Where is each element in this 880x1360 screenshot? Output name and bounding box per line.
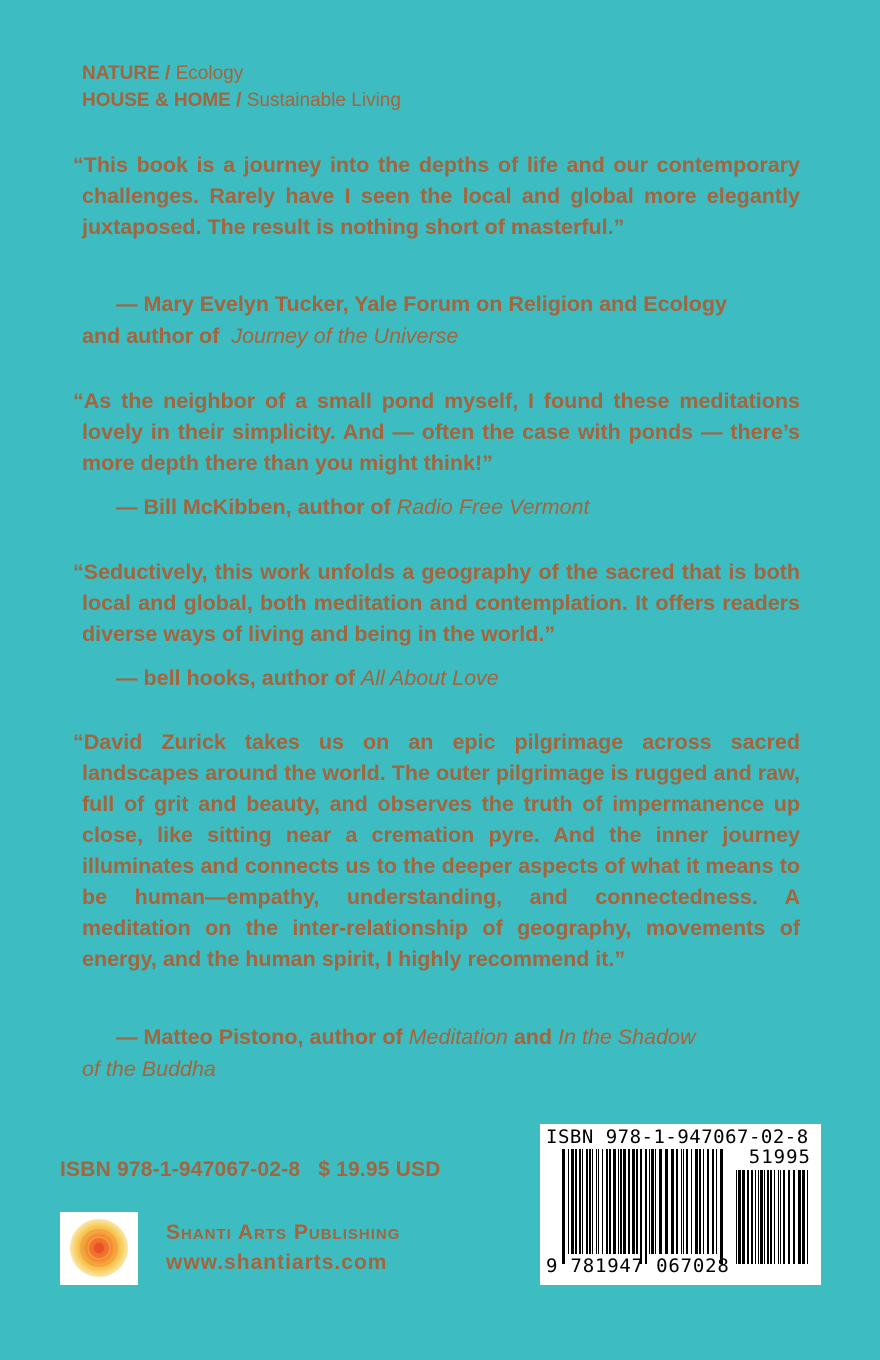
- endorsement-quote-2: “As the neighbor of a small pond myself, I found these meditations lovely in their simplicity. And — often the case with ponds — there’s more depth there than you might think!”: [73, 389, 800, 475]
- endorsement-quote-3: “Seductively, this work unfolds a geography of the sacred that is both local and global, both meditation and contemplation. It offers readers diverse ways of living and being in the world.”: [73, 560, 800, 646]
- barcode-bar-addon-bars-19: [807, 1170, 808, 1264]
- barcode-bar-addon-bars-5: [755, 1170, 756, 1264]
- barcode-bar-addon-bars-7: [760, 1170, 763, 1264]
- endorsement-attribution-2: — Bill McKibben, author of Radio Free Vermont: [116, 495, 590, 519]
- endorsement-attribution-3: — bell hooks, author of All About Love: [116, 666, 499, 690]
- barcode-bar-ean-bars-3: [575, 1149, 577, 1254]
- category-house-home: HOUSE & HOME / Sustainable Living: [82, 90, 401, 111]
- barcode-bar-addon-bars-11: [774, 1170, 775, 1264]
- barcode-bar-ean-bars-16: [620, 1149, 622, 1254]
- endorsement-quote-4: “David Zurick takes us on an epic pilgrimage across sacred landscapes around the world. The outer pilgrimage is rugged and raw, full of grit and beauty, and observes the truth of impermanence up close, like sitting near a cremation pyre. And the inner journey illuminates and connects us to the deeper aspects of what it means to be human—empathy, understanding, and connectedness. A meditation on the inter-relationship of geography, movements of energy, and the human spirit, I highly recommend it.”: [73, 730, 800, 971]
- barcode-bar-addon-bars-16: [793, 1170, 795, 1264]
- barcode-bar-addon-bars-15: [788, 1170, 790, 1264]
- ean-bars: [562, 1149, 723, 1264]
- barcode-bar-ean-bars-0: [562, 1149, 565, 1264]
- publisher-url: www.shantiarts.com: [166, 1251, 388, 1274]
- book-title: of the Buddha: [82, 1057, 216, 1081]
- barcode-bar-ean-bars-32: [686, 1149, 688, 1254]
- barcode-ean-digits: 9 781947 067028: [546, 1255, 730, 1277]
- category-nature: NATURE / Ecology: [82, 63, 244, 84]
- barcode-bar-ean-bars-4: [579, 1149, 581, 1254]
- barcode-price-code: 51995: [748, 1146, 811, 1168]
- barcode-bar-ean-bars-20: [636, 1149, 638, 1254]
- barcode-bar-addon-bars-13: [780, 1170, 781, 1264]
- barcode-bar-ean-bars-2: [571, 1149, 574, 1254]
- barcode-bar-ean-bars-9: [596, 1149, 597, 1254]
- barcode-bar-addon-bars-4: [751, 1170, 753, 1264]
- book-title: All About Love: [360, 666, 499, 690]
- barcode-bar-ean-bars-26: [659, 1149, 662, 1254]
- barcode-bar-ean-bars-24: [651, 1149, 654, 1254]
- barcode-bar-ean-bars-36: [703, 1149, 704, 1254]
- barcode-bar-ean-bars-17: [623, 1149, 626, 1254]
- barcode-bar-ean-bars-12: [606, 1149, 608, 1254]
- book-title: Journey of the Universe: [231, 324, 459, 348]
- book-title: In the Shadow: [558, 1025, 696, 1049]
- barcode-bar-ean-bars-22: [645, 1149, 647, 1264]
- barcode-bar-ean-bars-30: [681, 1149, 682, 1254]
- barcode-bar-addon-bars-1: [738, 1170, 741, 1264]
- barcode-bar-ean-bars-27: [665, 1149, 668, 1254]
- barcode-bar-addon-bars-3: [747, 1170, 749, 1264]
- barcode-bar-ean-bars-10: [598, 1149, 599, 1254]
- barcode-bar-ean-bars-6: [586, 1149, 588, 1254]
- barcode-bar-ean-bars-34: [695, 1149, 698, 1254]
- barcode-bar-ean-bars-23: [649, 1149, 650, 1254]
- barcode-bar-ean-bars-28: [671, 1149, 674, 1254]
- barcode-bar-ean-bars-39: [716, 1149, 717, 1254]
- barcode-bar-ean-bars-14: [613, 1149, 616, 1254]
- barcode-bar-addon-bars-14: [783, 1170, 785, 1264]
- endorsement-attribution-1: — Mary Evelyn Tucker, Yale Forum on Religion and Ecology and author of Journey of the Universe: [82, 292, 727, 348]
- barcode-bar-addon-bars-18: [802, 1170, 805, 1264]
- barcode-bar-addon-bars-12: [778, 1170, 779, 1264]
- publisher-info: [166, 1218, 400, 1278]
- barcode-bar-addon-bars-8: [764, 1170, 765, 1264]
- barcode-bar-ean-bars-8: [592, 1149, 593, 1254]
- book-title: Radio Free Vermont: [396, 495, 590, 519]
- barcode-bar-ean-bars-31: [683, 1149, 684, 1254]
- barcode-bar-ean-bars-5: [582, 1149, 583, 1254]
- barcode-bar-ean-bars-11: [602, 1149, 603, 1254]
- publisher-logo: [60, 1212, 138, 1285]
- barcode-bar-ean-bars-15: [618, 1149, 619, 1254]
- barcode-bar-ean-bars-1: [568, 1149, 569, 1254]
- barcode-bar-ean-bars-19: [632, 1149, 635, 1254]
- barcode-bar-addon-bars-9: [767, 1170, 769, 1264]
- barcode-bar-addon-bars-6: [758, 1170, 759, 1264]
- barcode-label: [540, 1124, 821, 1285]
- endorsement-quote-1: “This book is a journey into the depths of life and our contemporary challenges. Rarely have I seen the local and global more elegantly juxtaposed. The result is nothing short of masterful.”: [73, 153, 800, 239]
- barcode-bar-addon-bars-0: [736, 1170, 737, 1264]
- barcode-bar-ean-bars-35: [699, 1149, 701, 1254]
- barcode-bar-ean-bars-25: [655, 1149, 656, 1254]
- barcode-bar-ean-bars-38: [712, 1149, 714, 1254]
- barcode-bar-ean-bars-18: [628, 1149, 630, 1254]
- barcode-bar-ean-bars-7: [589, 1149, 591, 1254]
- price-text: $ 19.95 USD: [318, 1158, 441, 1181]
- addon-bars: [736, 1170, 808, 1264]
- barcode-bar-addon-bars-2: [742, 1170, 745, 1264]
- endorsement-attribution-4: — Matteo Pistono, author of Meditation and In the Shadow of the Buddha: [82, 1025, 696, 1081]
- barcode-bar-addon-bars-10: [770, 1170, 772, 1264]
- isbn-text: ISBN 978-1-947067-02-8: [60, 1158, 301, 1181]
- barcode-bar-ean-bars-13: [609, 1149, 611, 1254]
- isbn-price-line: [60, 1158, 441, 1182]
- book-title: Meditation: [408, 1025, 508, 1049]
- barcode-isbn: ISBN 978-1-947067-02-8: [546, 1126, 809, 1148]
- sun-mandala-icon: [60, 1212, 138, 1285]
- barcode-bar-addon-bars-17: [798, 1170, 801, 1264]
- barcode-bar-ean-bars-29: [676, 1149, 678, 1254]
- barcode-bar-ean-bars-37: [707, 1149, 709, 1254]
- barcode-bar-ean-bars-33: [691, 1149, 692, 1254]
- barcode-bar-ean-bars-21: [640, 1149, 642, 1264]
- barcode-bar-ean-bars-40: [720, 1149, 723, 1264]
- publisher-name: Shanti Arts Publishing: [166, 1221, 401, 1244]
- category-list: [82, 60, 401, 114]
